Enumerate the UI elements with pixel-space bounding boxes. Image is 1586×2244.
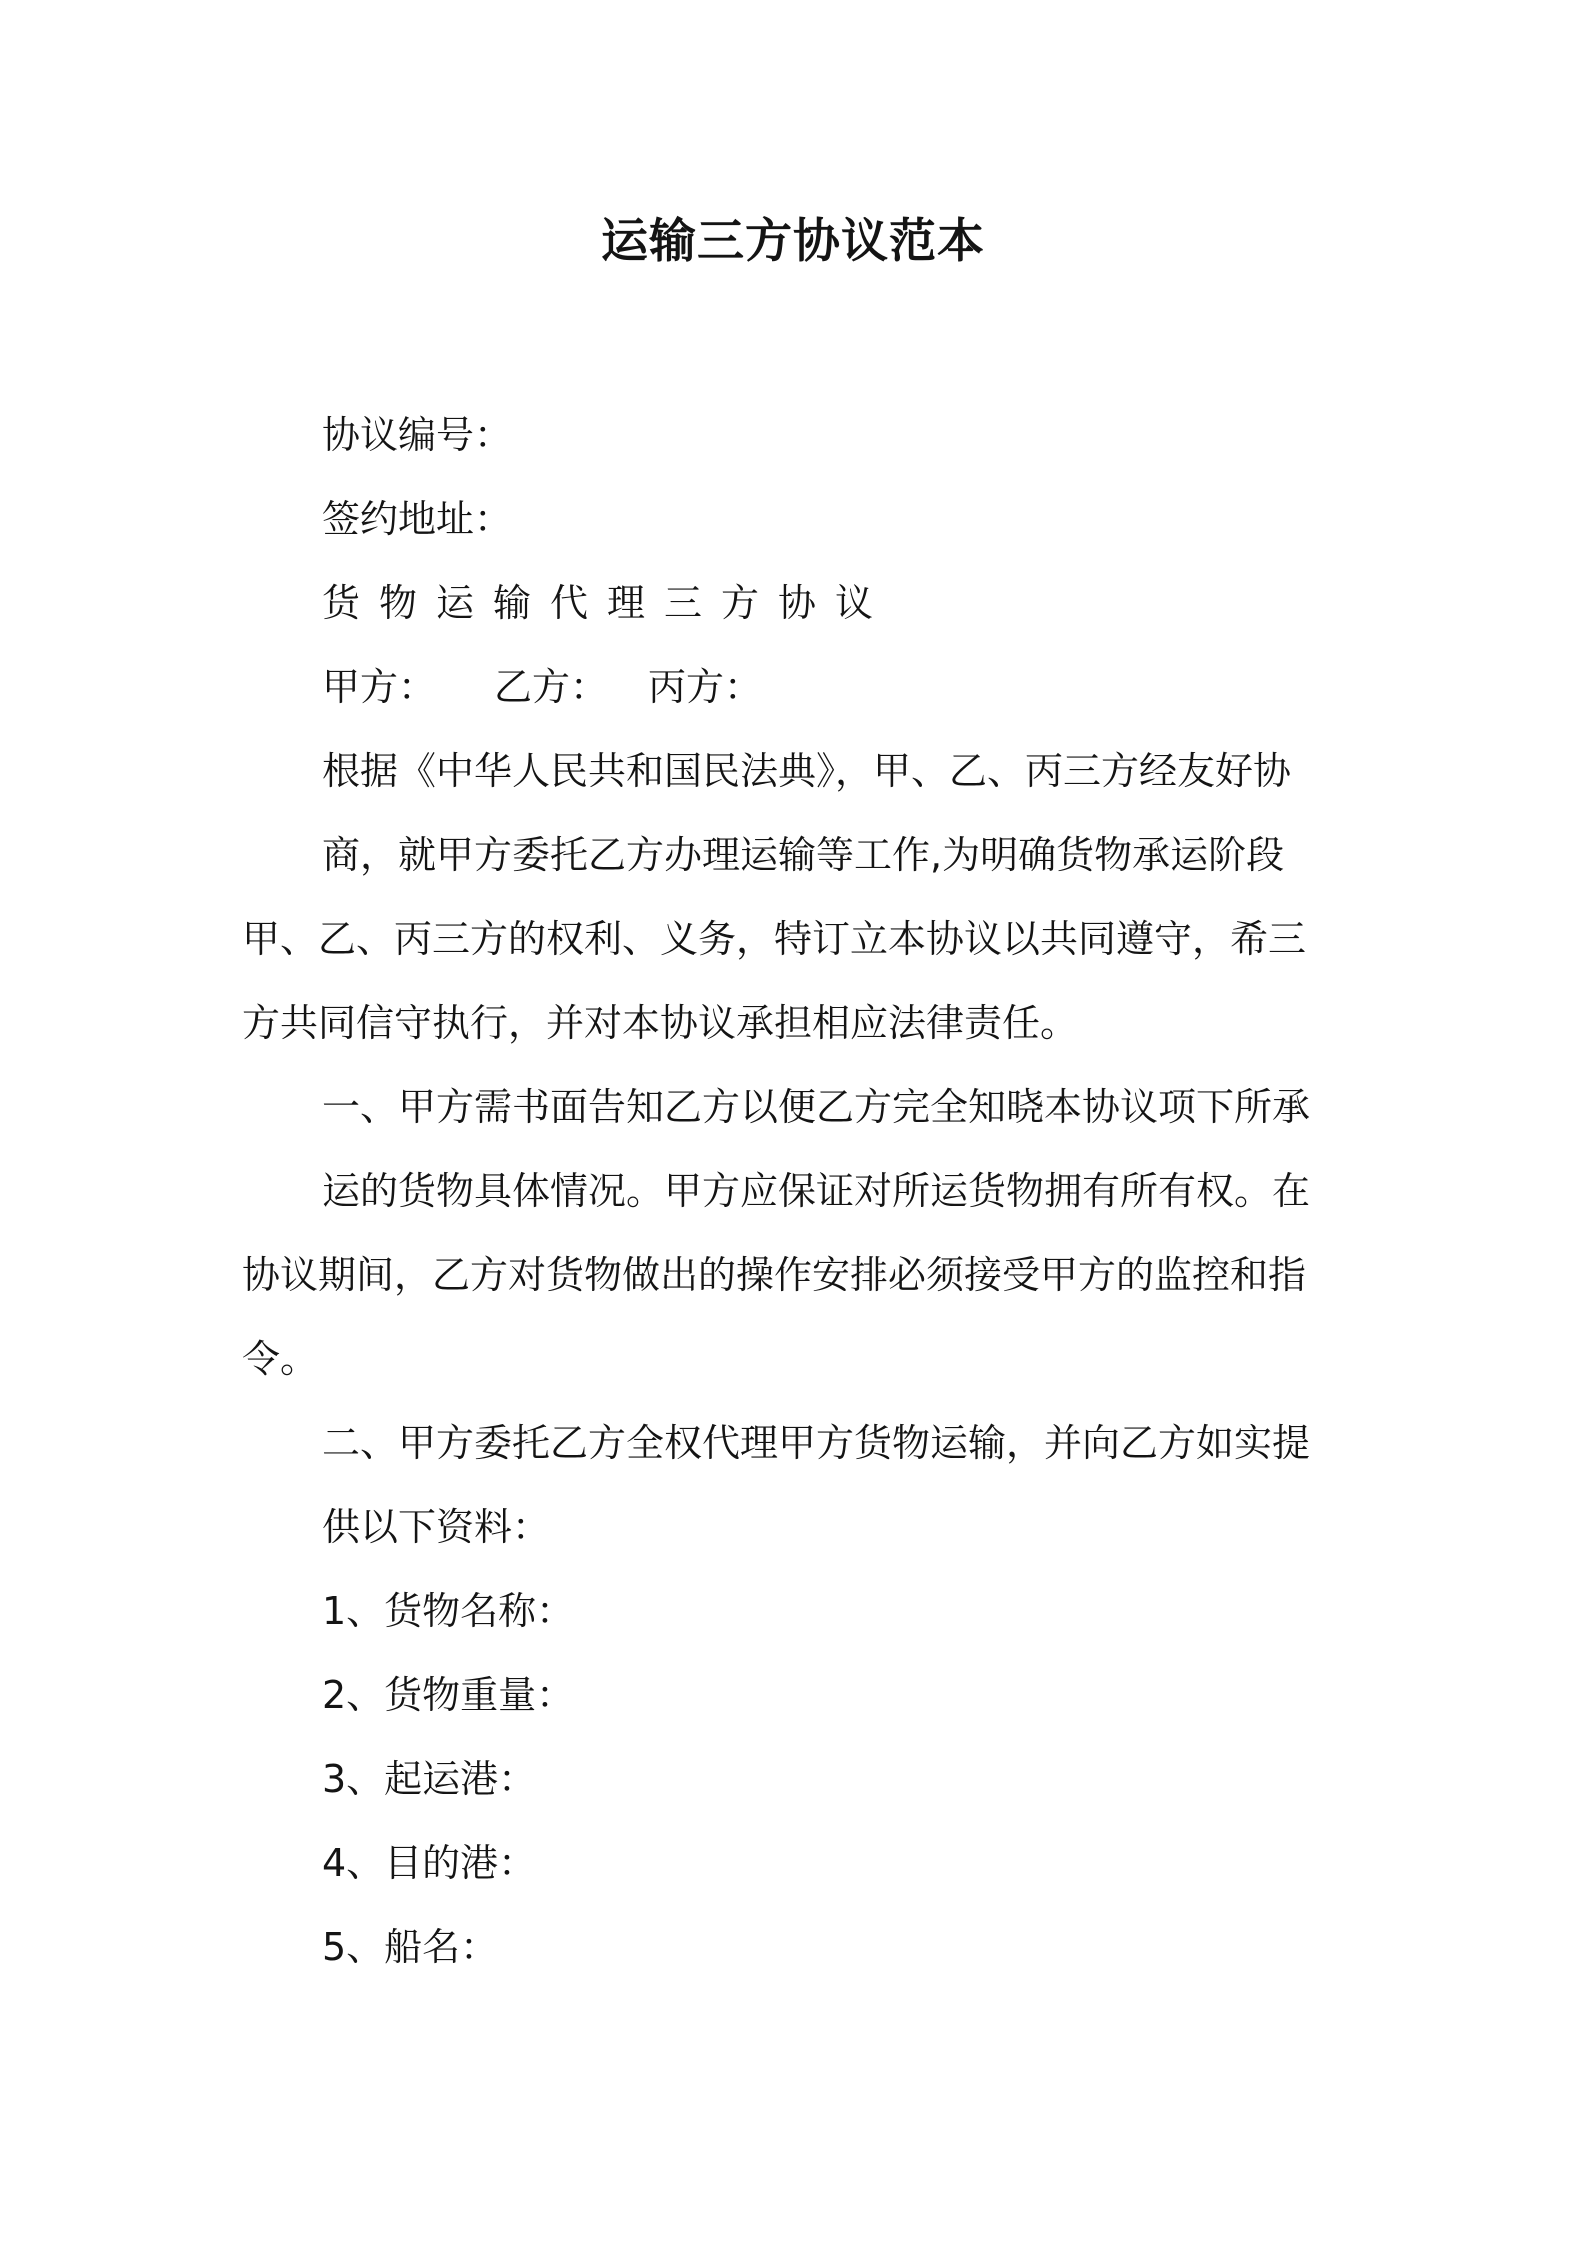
preamble-line: 商，就甲方委托乙方办理运输等工作,为明确货物承运阶段 — [322, 833, 1285, 877]
document-title: 运输三方协议范本 — [601, 214, 985, 269]
list-item-destination-port: 4、目的港： — [322, 1841, 537, 1885]
list-item-cargo-weight: 2、货物重量： — [322, 1673, 575, 1717]
clause-2-line: 供以下资料： — [322, 1505, 551, 1549]
clause-1-line: 运的货物具体情况。甲方应保证对所运货物拥有所有权。在 — [322, 1169, 1311, 1213]
clause-1-line: 协议期间，乙方对货物做出的操作安排必须接受甲方的监控和指 — [242, 1253, 1307, 1297]
preamble-line: 根据《中华人民共和国民法典》，甲、乙、丙三方经友好协 — [322, 749, 1292, 793]
preamble-line: 方共同信守执行，并对本协议承担相应法律责任。 — [242, 1001, 1079, 1045]
agreement-number-field: 协议编号： — [322, 413, 513, 457]
clause-2-line: 二、甲方委托乙方全权代理甲方货物运输，并向乙方如实提 — [322, 1421, 1311, 1465]
document-subtitle: 货物运输代理三方协议 — [322, 581, 893, 625]
list-item-vessel-name: 5、船名： — [322, 1925, 499, 1969]
sign-place-field: 签约地址： — [322, 497, 513, 541]
clause-1-line: 一、甲方需书面告知乙方以便乙方完全知晓本协议项下所承 — [322, 1085, 1311, 1129]
preamble-line: 甲、乙、丙三方的权利、义务，特订立本协议以共同遵守，希三 — [242, 917, 1307, 961]
clause-1-line: 令。 — [242, 1337, 319, 1381]
list-item-cargo-name: 1、货物名称： — [322, 1589, 575, 1633]
party-a-label: 甲方： — [322, 665, 437, 709]
list-item-port-of-loading: 3、起运港： — [322, 1757, 537, 1801]
party-b-label: 乙方： — [494, 665, 609, 709]
party-c-label: 丙方： — [648, 665, 763, 709]
parties-line — [322, 662, 762, 712]
